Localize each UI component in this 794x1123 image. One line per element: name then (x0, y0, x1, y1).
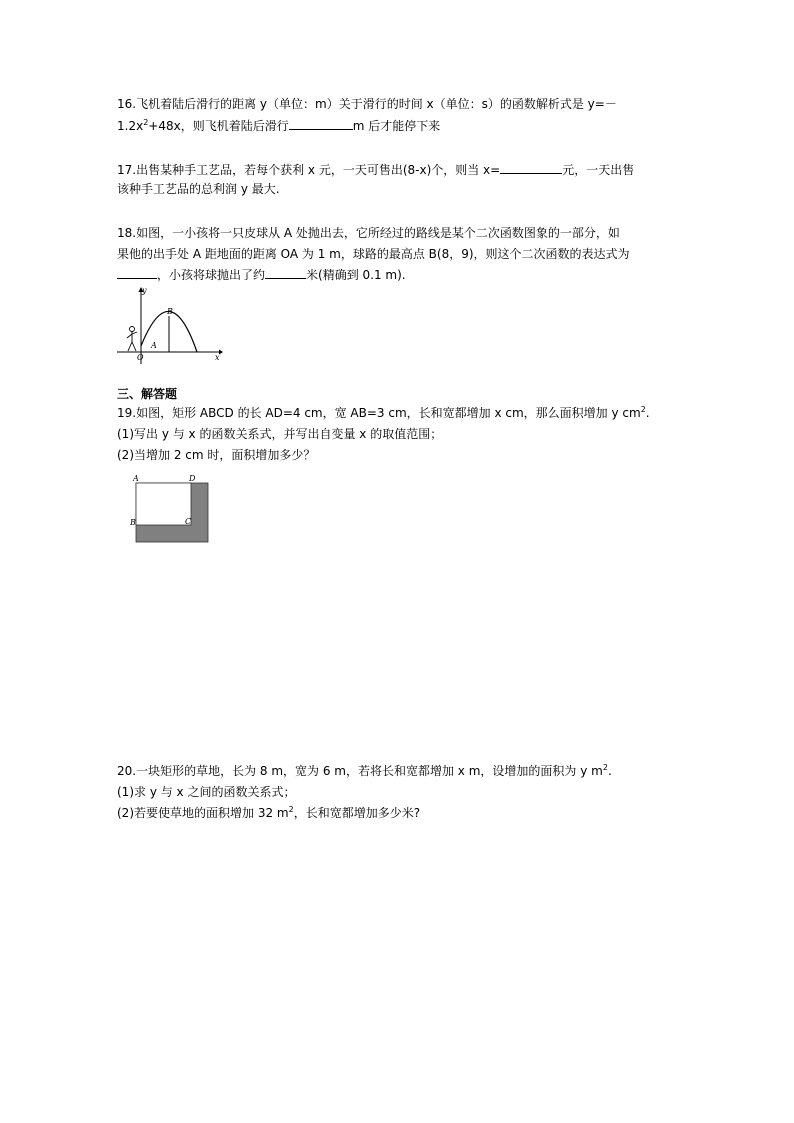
q20-line-1 (117, 763, 612, 779)
q17-line-2 (117, 181, 280, 197)
q19-line-1 (117, 405, 650, 421)
q18-text-3b: 米(精确到 0.1 m). (306, 268, 406, 282)
q17-line-1 (117, 161, 634, 178)
origin-label: O (137, 353, 144, 362)
q19-line-2 (117, 426, 442, 442)
q18-line-1 (117, 225, 620, 241)
q20-text-1a: 20.一块矩形的草地，长为 8 m，宽为 6 m，若将长和宽都增加 x m，设增加的面积为 y m (117, 764, 603, 778)
y-axis-label: y (142, 286, 147, 295)
x-axis-arrow (219, 350, 223, 355)
q17-text-1a: 17.出售某种手工艺品，若每个获利 x 元，一天可售出(8-x)个，则当 x= (117, 163, 501, 177)
q18-parabola-figure (115, 284, 227, 366)
q19-superscript: 2 (640, 405, 646, 414)
q19-line-3 (117, 447, 315, 463)
q18-line-3 (117, 266, 406, 283)
q19-text-1b: . (645, 406, 650, 420)
q16-text-1: 16.飞机着陆后滑行的距离 y（单位：m）关于滑行的时间 x（单位：s）的函数解析式是 y=－ (117, 97, 617, 111)
vertex-c-label: C (185, 517, 192, 526)
q16-text-2b: +48x，则飞机着陆后滑行 (148, 119, 289, 133)
q17-text-1b: 元，一天出售 (562, 163, 635, 177)
child-figure (127, 327, 137, 352)
q19-text-3: (2)当增加 2 cm 时，面积增加多少？ (117, 448, 316, 462)
q16-line-1 (117, 96, 617, 112)
q17-text-2: 该种手工艺品的总利润 y 最大. (117, 182, 280, 196)
q17-answer-blank[interactable] (500, 161, 562, 174)
vertex-d-label: D (189, 474, 196, 483)
q16-text-2c: m 后才能停下来 (352, 119, 441, 133)
q18-answer-blank-2[interactable] (265, 266, 306, 279)
q20-superscript-1: 2 (602, 763, 608, 772)
q18-text-1: 18.如图，一小孩将一只皮球从 A 处抛出去，它所经过的路线是某个二次函数图象的一部分，如 (117, 226, 620, 240)
q18-answer-blank-1[interactable] (117, 266, 157, 279)
x-axis-label: x (215, 353, 220, 362)
q20-text-3b: ，长和宽都增加多少米? (293, 806, 421, 820)
q18-line-2 (117, 246, 630, 262)
q20-line-3 (117, 805, 420, 821)
q19-text-1a: 19.如图，矩形 ABCD 的长 AD=4 cm，宽 AB=3 cm，长和宽都增加 x cm，那么面积增加 y cm (117, 406, 641, 420)
q19-text-2: (1)写出 y 与 x 的函数关系式，并写出自变量 x 的取值范围； (117, 427, 443, 441)
q18-text-2: 果他的出手处 A 距地面的距离 OA 为 1 m，球路的最高点 B(8，9)，则这个二次函数的表达式为 (117, 247, 630, 261)
q18-text-3a: ，小孩将球抛出了约 (157, 268, 266, 282)
section-3-title (117, 386, 177, 402)
q16-line-2 (117, 117, 440, 134)
q16-answer-blank[interactable] (289, 117, 353, 130)
vertex-a-label: A (133, 474, 139, 483)
point-a-label: A (151, 341, 157, 350)
section-3-title-text: 三、解答题 (117, 387, 178, 401)
original-rectangle-abcd (136, 483, 191, 525)
q20-text-3a: (2)若要使草地的面积增加 32 m (117, 806, 289, 820)
vertex-b-label: B (130, 518, 136, 527)
point-b-label: B (167, 307, 173, 316)
q20-text-1b: . (607, 764, 612, 778)
q20-superscript-2: 2 (288, 805, 294, 814)
q16-text-2a: 1.2x (117, 119, 144, 133)
q19-rectangle-figure (128, 474, 212, 546)
q16-superscript: 2 (143, 118, 149, 127)
q20-text-2: (1)求 y 与 x 之间的函数关系式； (117, 785, 296, 799)
q20-line-2 (117, 784, 295, 800)
